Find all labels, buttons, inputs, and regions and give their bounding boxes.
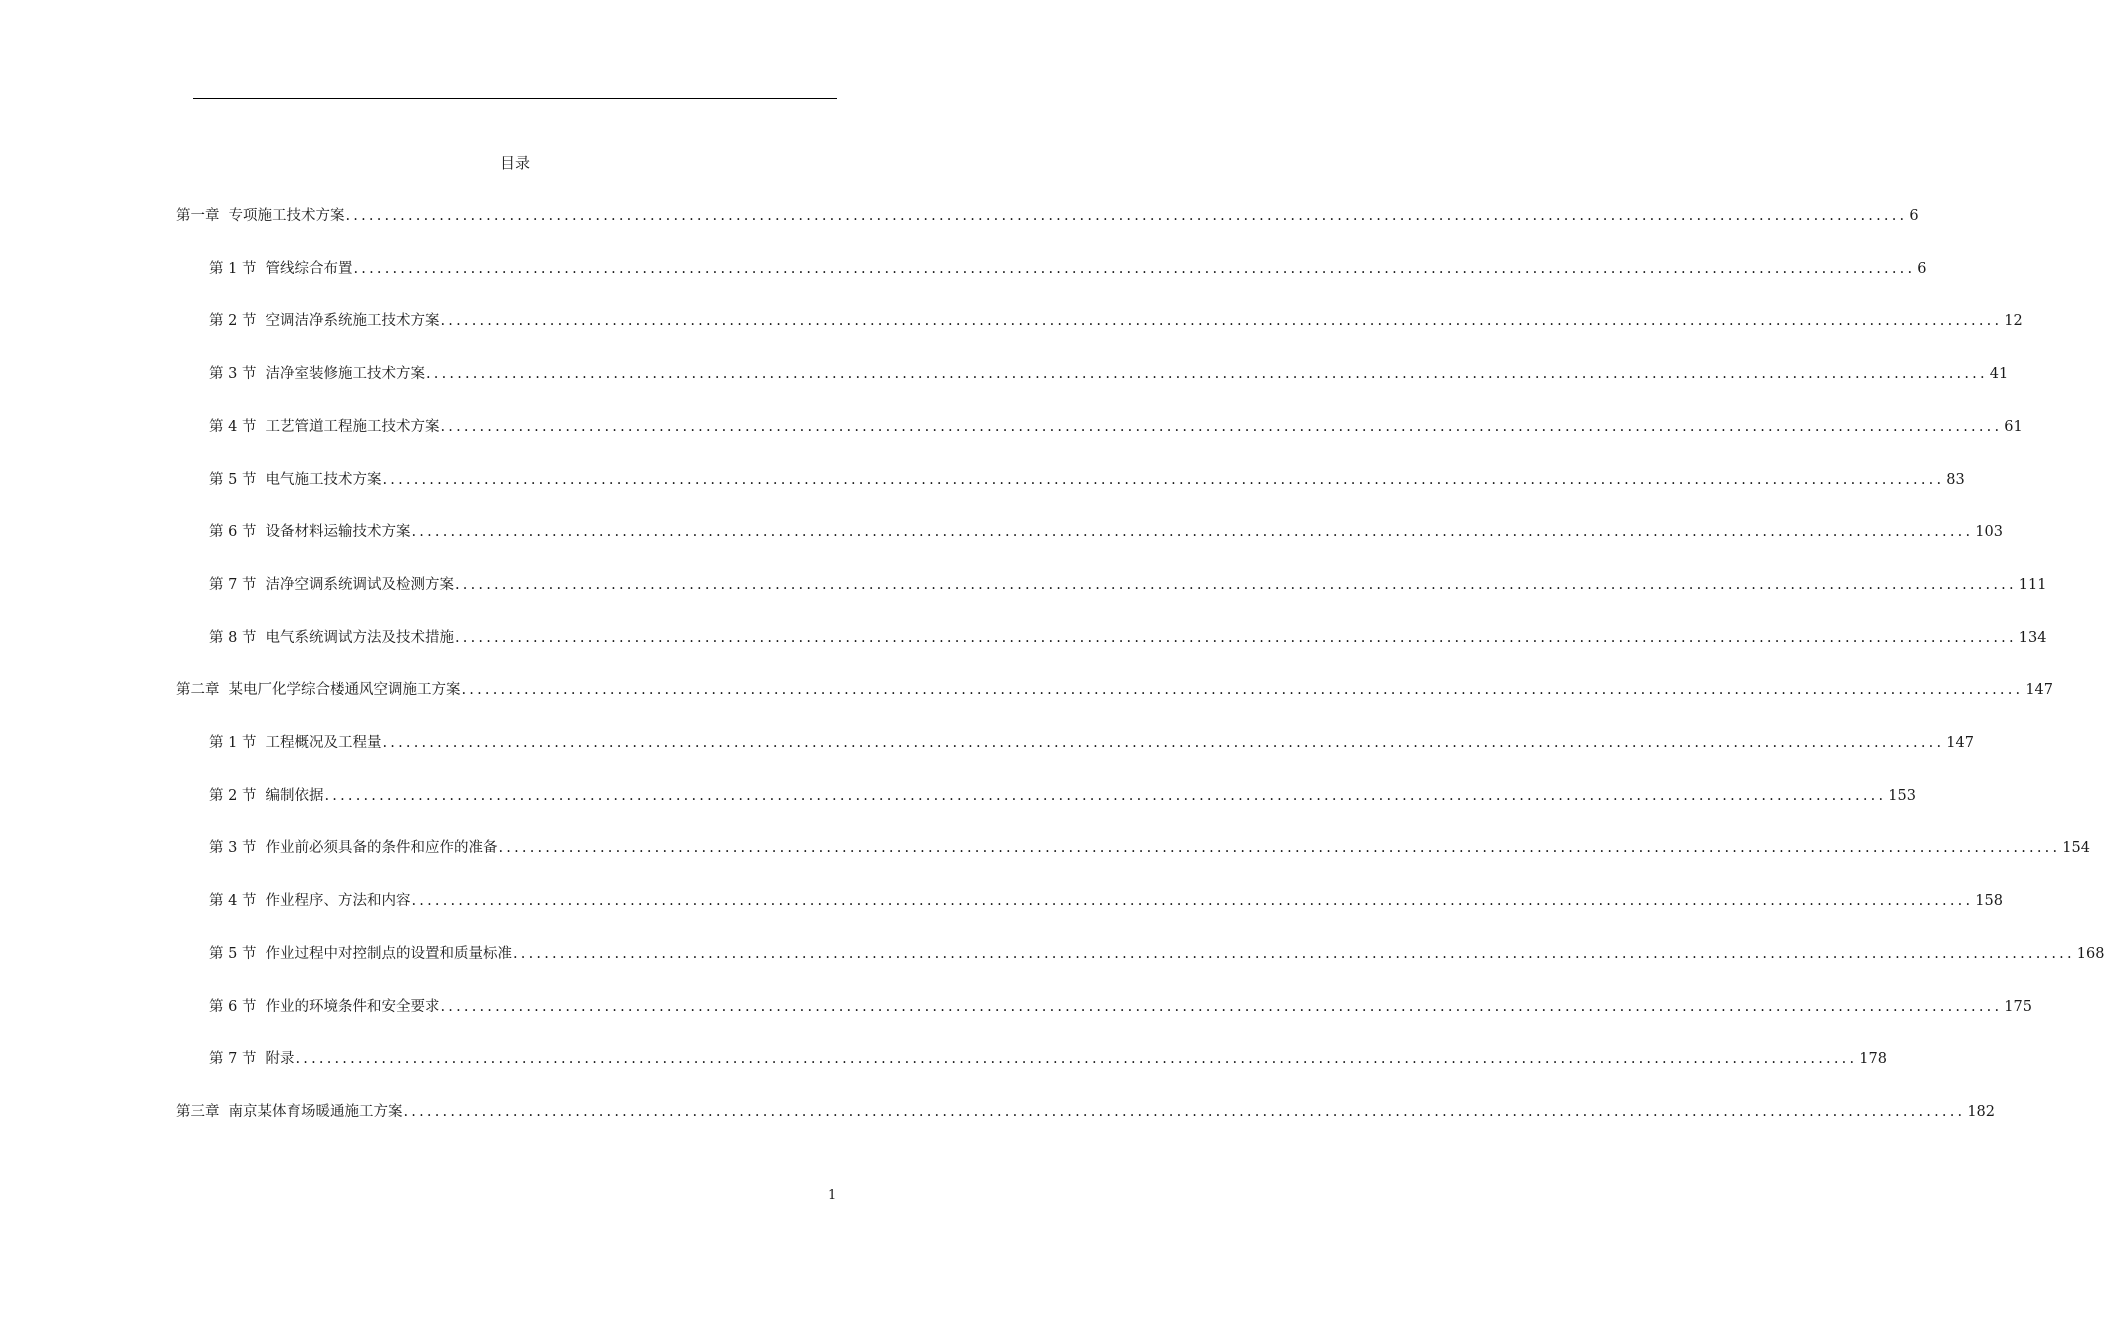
toc-section-entry[interactable] [209,889,2003,913]
toc-entry-page: 6 [1917,261,1927,277]
toc-entry-title: 电气系统调试方法及技术措施 [265,630,454,646]
toc-entry-title: 空调洁净系统施工技术方案 [265,313,440,329]
toc-entry-page: 147 [2025,682,2054,698]
toc-entry-number: 第一章 [176,208,220,224]
toc-entry-title: 工程概况及工程量 [265,735,382,751]
toc-dot-leader: ........................................................................................................................................................................................................ [353,261,1916,277]
toc-section-entry[interactable] [209,995,2032,1019]
toc-entry-title: 洁净室装修施工技术方案 [265,366,425,382]
toc-entry-title: 作业程序、方法和内容 [265,893,411,909]
toc-section-entry[interactable] [209,520,2003,544]
toc-section-entry[interactable] [209,731,1974,755]
toc-dot-leader: ........................................................................................................................................................................................................ [345,208,1908,224]
toc-dot-leader: ........................................................................................................................................................................................................ [461,682,2024,698]
toc-dot-leader: ........................................................................................................................................................................................................ [440,313,2003,329]
toc-section-entry[interactable] [209,836,2090,860]
toc-dot-leader: ........................................................................................................................................................................................................ [382,472,1945,488]
toc-entry-title: 专项施工技术方案 [228,208,345,224]
toc-entry-page: 61 [2004,419,2023,435]
toc-entry-number: 第 2 节 [209,788,257,804]
toc-dot-leader: ........................................................................................................................................................................................................ [411,893,1974,909]
toc-entry-page: 12 [2004,313,2023,329]
toc-section-entry[interactable] [209,257,1927,281]
toc-entry-page: 103 [1975,524,2003,540]
page-number: 1 [828,1188,837,1203]
toc-entry-page: 154 [2062,840,2090,856]
toc-entry-page: 111 [2018,577,2047,593]
toc-dot-leader: ........................................................................................................................................................................................................ [425,366,1988,382]
toc-entry-number: 第 6 节 [209,524,257,540]
toc-entry-number: 第 7 节 [209,1051,257,1067]
toc-entry-title: 电气施工技术方案 [265,472,382,488]
toc-entry-title: 管线综合布置 [265,261,353,277]
toc-section-entry[interactable] [209,626,2047,650]
toc-entry-number: 第 4 节 [209,419,257,435]
toc-entry-title: 工艺管道工程施工技术方案 [265,419,440,435]
toc-entry-page: 182 [1967,1104,1996,1120]
toc-entry-number: 第三章 [176,1104,220,1120]
toc-dot-leader: ........................................................................................................................................................................................................ [440,999,2003,1015]
toc-dot-leader: ........................................................................................................................................................................................................ [512,946,2075,962]
toc-dot-leader: ........................................................................................................................................................................................................ [498,840,2061,856]
toc-entry-page: 175 [2004,999,2032,1015]
toc-entry-title: 附录 [265,1051,295,1067]
toc-section-entry[interactable] [209,573,2047,597]
toc-entry-title: 编制依据 [265,788,324,804]
toc-entry-number: 第 1 节 [209,261,257,277]
toc-section-entry[interactable] [209,942,2104,966]
toc-chapter-entry[interactable] [176,204,1919,228]
toc-entry-page: 168 [2076,946,2104,962]
toc-section-entry[interactable] [209,309,2023,333]
toc-entry-page: 158 [1975,893,2003,909]
toc-section-entry[interactable] [209,415,2023,439]
toc-entry-number: 第 8 节 [209,630,257,646]
toc-entry-number: 第 7 节 [209,577,257,593]
toc-entry-title: 洁净空调系统调试及检测方案 [265,577,454,593]
toc-section-entry[interactable] [209,468,1965,492]
toc-title: 目录 [499,154,530,172]
toc-entry-page: 134 [2018,630,2047,646]
toc-section-entry[interactable] [209,362,2009,386]
toc-dot-leader: ........................................................................................................................................................................................................ [324,788,1887,804]
toc-entry-number: 第 5 节 [209,946,257,962]
toc-entry-title: 作业前必须具备的条件和应作的准备 [265,840,498,856]
toc-entry-title: 作业的环境条件和安全要求 [265,999,440,1015]
toc-section-entry[interactable] [209,784,1916,808]
toc-entry-number: 第 5 节 [209,472,257,488]
toc-entry-title: 南京某体育场暖通施工方案 [228,1104,403,1120]
toc-dot-leader: ........................................................................................................................................................................................................ [382,735,1945,751]
toc-entry-page: 147 [1946,735,1974,751]
toc-entry-title: 设备材料运输技术方案 [265,524,411,540]
header-rule [193,98,837,99]
toc-entry-number: 第 2 节 [209,313,257,329]
toc-chapter-entry[interactable] [176,1100,1996,1124]
toc-entry-page: 83 [1946,472,1965,488]
toc-dot-leader: ........................................................................................................................................................................................................ [454,577,2017,593]
toc-entry-page: 178 [1859,1051,1887,1067]
toc-dot-leader: ........................................................................................................................................................................................................ [454,630,2017,646]
toc-dot-leader: ........................................................................................................................................................................................................ [403,1104,1966,1120]
toc-entry-number: 第 3 节 [209,366,257,382]
toc-dot-leader: ........................................................................................................................................................................................................ [295,1051,1858,1067]
toc-entry-number: 第 4 节 [209,893,257,909]
toc-entry-number: 第 1 节 [209,735,257,751]
toc-section-entry[interactable] [209,1047,1887,1071]
toc-chapter-entry[interactable] [176,678,2054,702]
toc-entry-title: 作业过程中对控制点的设置和质量标准 [265,946,512,962]
toc-entry-page: 153 [1888,788,1916,804]
toc-dot-leader: ........................................................................................................................................................................................................ [440,419,2003,435]
toc-entry-page: 6 [1909,208,1919,224]
toc-entry-title: 某电厂化学综合楼通风空调施工方案 [228,682,461,698]
toc-entry-number: 第 6 节 [209,999,257,1015]
toc-entry-page: 41 [1989,366,2009,382]
toc-entry-number: 第二章 [176,682,220,698]
toc-entry-number: 第 3 节 [209,840,257,856]
toc-dot-leader: ........................................................................................................................................................................................................ [411,524,1974,540]
